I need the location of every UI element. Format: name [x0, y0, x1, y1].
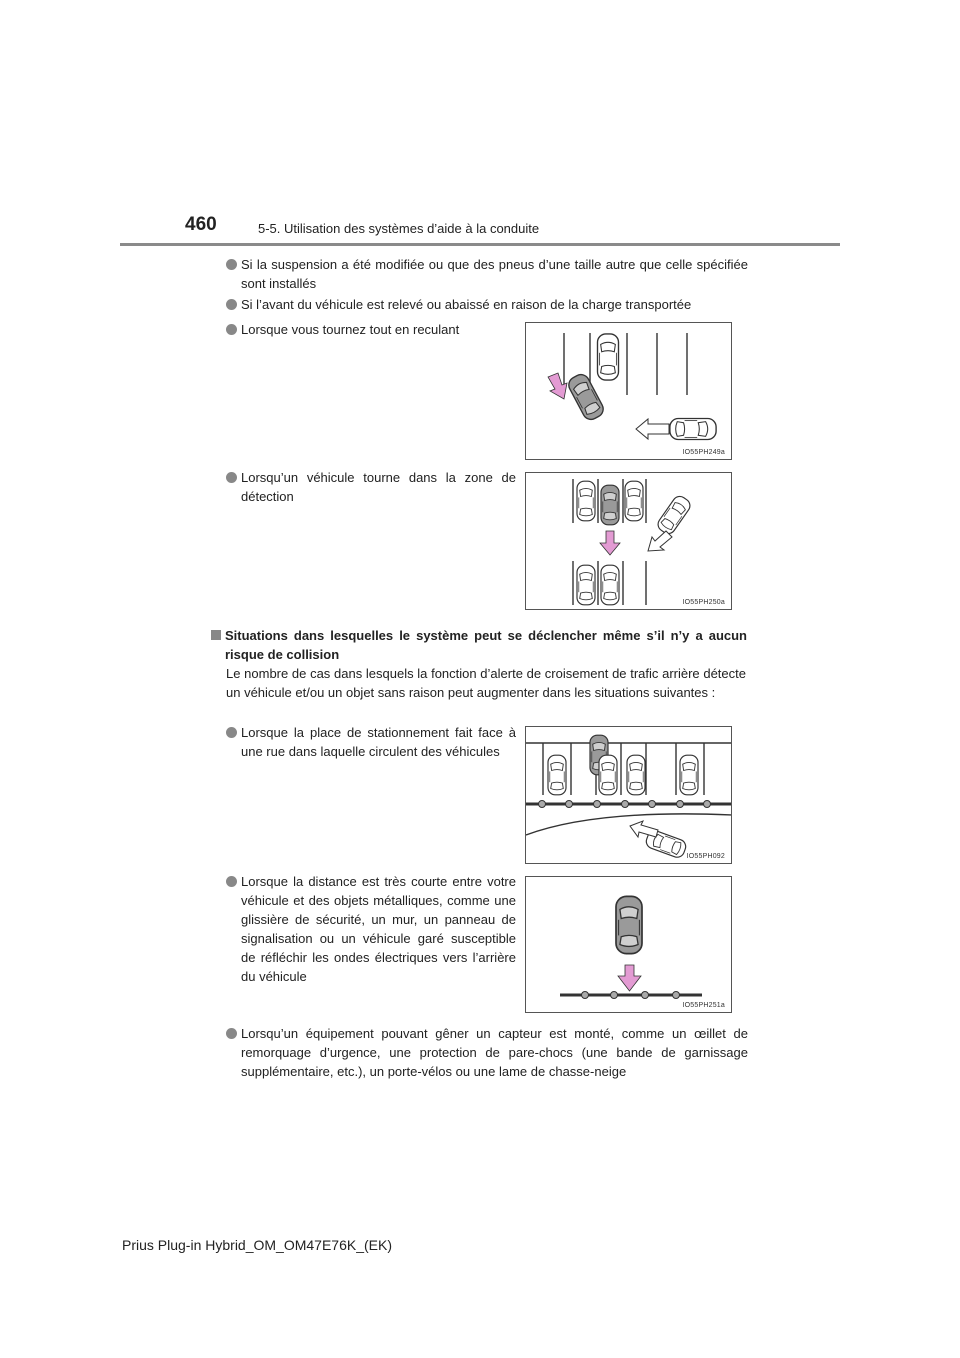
- figure2-code: IO55PH250a: [682, 599, 725, 606]
- arrow-reversing: [600, 531, 620, 555]
- bullet-metal-objects: [226, 872, 516, 986]
- figure-turning-zone: [525, 472, 732, 610]
- parked-car: [577, 565, 595, 605]
- bullet-turning-reverse: [226, 320, 516, 339]
- figure-turning-reverse: [525, 322, 732, 460]
- arrow-crossing: [636, 419, 669, 439]
- heading-square-icon: [211, 630, 221, 640]
- bullet-icon: [226, 876, 237, 887]
- parked-car: [625, 481, 643, 521]
- bullet-street-facing: [226, 723, 516, 761]
- figure-metal-objects: [525, 876, 732, 1013]
- parked-car: [599, 755, 617, 795]
- page-number: 460: [185, 214, 217, 235]
- figure4-code: IO55PH251a: [682, 1002, 725, 1009]
- parked-car: [548, 755, 566, 795]
- section-intro: Le nombre de cas dans lesquels la fonction d’alerte de croisement de trafic arrière détecte un véhicule et/ou un objet sans raison peut augmenter dans les situations suivantes :: [226, 666, 746, 700]
- figure1-code: IO55PH249a: [682, 449, 725, 456]
- reversing-car: [616, 896, 642, 953]
- figure-street-facing: [525, 726, 732, 864]
- arrow-reversing: [618, 965, 641, 991]
- reversing-car: [601, 485, 619, 525]
- bullet-equipment: [226, 1024, 748, 1081]
- turning-car: [655, 494, 692, 537]
- section-title: 5-5. Utilisation des systèmes d’aide à la conduite: [258, 221, 540, 236]
- header-divider: [120, 243, 840, 246]
- parked-car: [577, 481, 595, 521]
- bullet-icon: [226, 259, 237, 270]
- bullet-text: Lorsqu’un équipement pouvant gêner un capteur est monté, comme un œillet de remorquage d’urgence, une protection de pare-chocs (une bande de garnissage supplémentaire, etc.), un porte-vélos ou une lame de chasse-neige: [241, 1026, 748, 1079]
- arrow-moving: [630, 821, 658, 837]
- figure3-code: IO55PH092: [686, 853, 725, 860]
- bullet-icon: [226, 472, 237, 483]
- bullet-text: Si l’avant du véhicule est relevé ou abaissé en raison de la charge transportée: [241, 297, 692, 312]
- figure1-caption: Lorsque vous tournez tout en reculant: [241, 322, 460, 337]
- bullet-load: [226, 295, 748, 314]
- figure3-caption: Lorsque la place de stationnement fait face à une rue dans laquelle circulent des véhicules: [241, 725, 516, 759]
- bullet-icon: [226, 727, 237, 738]
- arrow-turning: [648, 531, 672, 551]
- parked-car: [680, 755, 698, 795]
- bullet-text: Si la suspension a été modifiée ou que des pneus d’une taille autre que celle spécifiée sont installés: [241, 257, 748, 291]
- parked-car: [601, 565, 619, 605]
- figure4-caption: Lorsque la distance est très courte entre votre véhicule et des objets métalliques, comme une glissière de sécurité, un mur, un panneau de signalisation ou un véhicule garé susceptible de réfléchir les ondes électriques vers l’arrière du véhicule: [241, 874, 516, 984]
- section-heading: [211, 626, 747, 664]
- crossing-car: [670, 419, 716, 440]
- heading-text: Situations dans lesquelles le système peut se déclencher même s’il n’y a aucun risque de collision: [225, 628, 747, 662]
- reversing-car: [566, 372, 606, 423]
- bullet-suspension: [226, 255, 748, 293]
- bullet-turning-zone: [226, 468, 516, 506]
- parked-car: [598, 334, 619, 380]
- footer-document-id: Prius Plug-in Hybrid_OM_OM47E76K_(EK): [122, 1237, 392, 1253]
- parked-car: [627, 755, 645, 795]
- bullet-icon: [226, 1028, 237, 1039]
- bullet-icon: [226, 299, 237, 310]
- bullet-icon: [226, 324, 237, 335]
- figure2-caption: Lorsqu’un véhicule tourne dans la zone de détection: [241, 470, 516, 504]
